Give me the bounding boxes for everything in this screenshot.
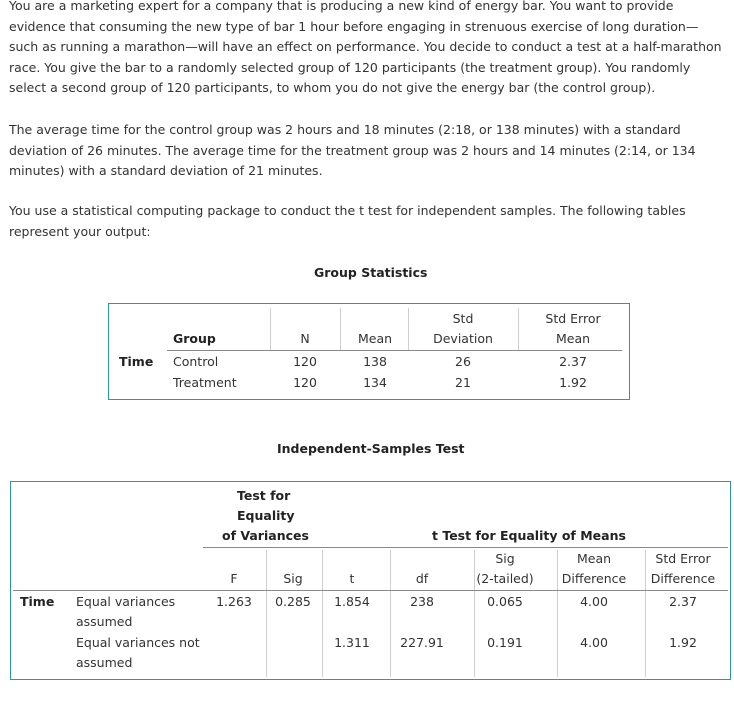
row-label-equal-variances-not-line1: Equal variances not [76,635,200,650]
intro-paragraph-3: You use a statistical computing package to conduct the t test for independent samples. The following tables represent your output: [9,203,686,239]
row-label-equal-variances-line2: assumed [76,614,133,629]
row-t: 1.854 [334,594,370,609]
header-sig-2tailed-line1: Sig [495,551,515,566]
header-t: t [349,571,355,586]
independent-samples-test-table [10,481,731,680]
header-std-error-difference-line1: Std Error [655,551,711,566]
row-f: 1.263 [216,594,252,609]
levene-header-line1: Test for [237,488,291,503]
header-std-dev-line1: Std [452,311,474,326]
row-std-error: 2.37 [559,354,587,369]
header-df: df [415,571,429,586]
header-f: F [230,571,238,586]
header-n: N [300,331,310,346]
row-df: 227.91 [400,635,444,650]
row-mean: 134 [363,375,387,390]
row-std-error: 1.92 [559,375,587,390]
row-std-dev: 21 [455,375,471,390]
row-t: 1.311 [334,635,370,650]
row-label-time: Time [20,594,55,609]
row-label-equal-variances-line1: Equal variances [76,594,176,609]
header-std-dev-line2: Deviation [433,331,493,346]
header-mean-difference-line1: Mean [576,551,612,566]
row-mean-difference: 4.00 [580,594,608,609]
header-std-error-line2: Mean [555,331,591,346]
row-mean: 138 [363,354,387,369]
independent-samples-test-title: Independent-Samples Test [277,441,465,456]
header-sig: Sig [283,571,303,586]
levene-header-line2: Equality [237,508,295,523]
header-sig-2tailed-line2: (2-tailed) [476,571,534,586]
group-statistics-title: Group Statistics [314,265,428,280]
row-group-control: Control [173,354,219,369]
row-df: 238 [410,594,434,609]
group-statistics-table [108,303,630,400]
row-std-error-difference: 1.92 [669,635,697,650]
row-label-equal-variances-not-line2: assumed [76,655,133,670]
row-sig-2tailed: 0.191 [487,635,523,650]
t-test-header: t Test for Equality of Means [432,528,626,543]
header-mean: Mean [357,331,393,346]
intro-paragraph-1: You are a marketing expert for a company that is producing a new kind of energy bar. You want to provide evidence that consuming the new type of bar 1 hour before engaging in strenuous exercise of long duration—such as running a marathon—will have an effect on performance. You decide to conduct a test at a half-marathon race. You give the bar to a randomly selected group of 120 participants (the treatment group). You randomly select a second group of 120 participants, to whom you do not give the energy bar (the control group). [9,0,722,95]
row-std-error-difference: 2.37 [669,594,697,609]
row-n: 120 [293,354,317,369]
header-group: Group [173,331,216,346]
header-mean-difference-line2: Difference [561,571,627,586]
row-sig-2tailed: 0.065 [487,594,523,609]
row-n: 120 [293,375,317,390]
intro-paragraph-2: The average time for the control group was 2 hours and 18 minutes (2:18, or 138 minutes) with a standard deviation of 26 minutes. The average time for the treatment group was 2 hours and 14 minutes (2:14, or 134 minutes) with a standard deviation of 21 minutes. [9,122,696,178]
row-group-treatment: Treatment [173,375,237,390]
row-mean-difference: 4.00 [580,635,608,650]
header-std-error-difference-line2: Difference [650,571,716,586]
row-label-time: Time [119,354,154,369]
row-std-dev: 26 [455,354,471,369]
header-std-error-line1: Std Error [545,311,601,326]
levene-header-line3: of Variances [222,528,309,543]
row-sig: 0.285 [275,594,311,609]
